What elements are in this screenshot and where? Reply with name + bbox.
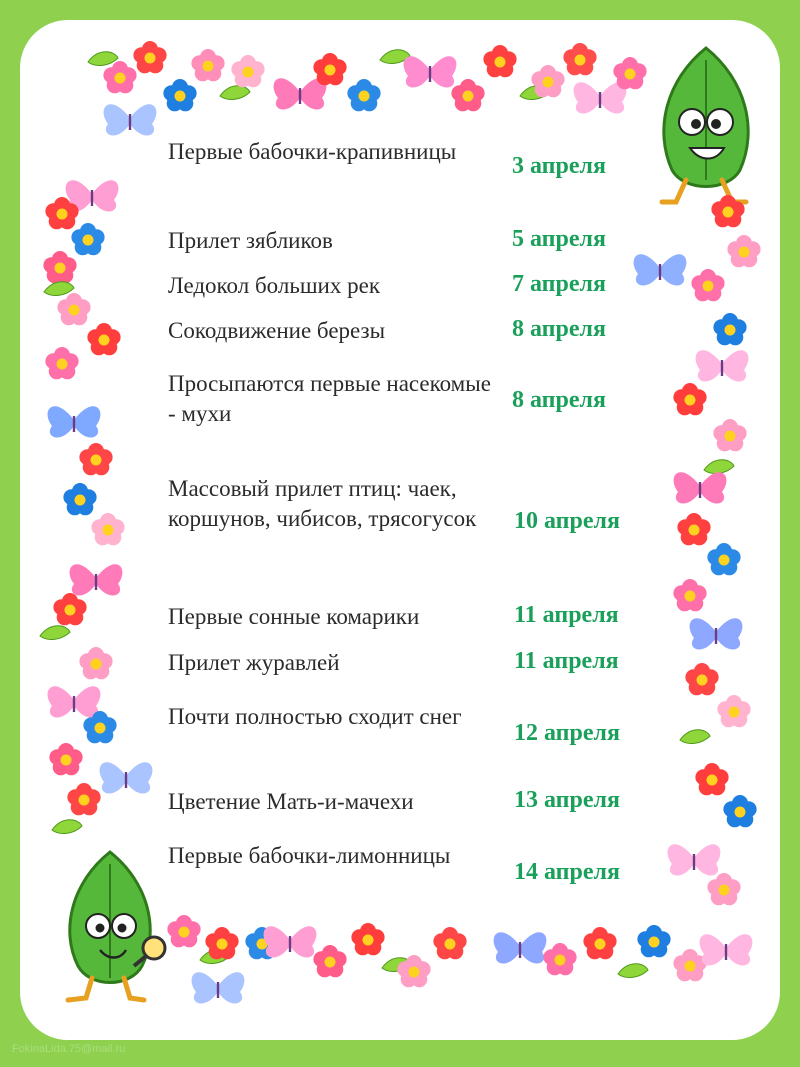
event-date: 13 апреля (514, 787, 620, 813)
event-date: 8 апреля (512, 387, 606, 413)
event-date: 11 апреля (514, 602, 619, 628)
event-name: Массовый прилет птиц: чаек, коршунов, чибисов, трясогусок (168, 476, 477, 531)
event-date: 8 апреля (512, 316, 606, 342)
event-date: 11 апреля (514, 648, 619, 674)
event-name: Прилет журавлей (168, 650, 340, 675)
event-name: Просыпаются первые насекомые - мухи (168, 371, 491, 426)
event-name: Первые бабочки-крапивницы (168, 139, 457, 164)
event-name: Цветение Мать-и-мачехи (168, 789, 414, 814)
watermark: FokinaLida.75@mail.ru (12, 1043, 126, 1055)
event-name: Первые бабочки-лимонницы (168, 843, 451, 868)
event-date: 10 апреля (514, 508, 620, 534)
event-name: Первые сонные комарики (168, 604, 420, 629)
event-date: 12 апреля (514, 720, 620, 746)
event-name: Прилет зябликов (168, 228, 333, 253)
event-date: 14 апреля (514, 859, 620, 885)
event-date: 7 апреля (512, 271, 606, 297)
event-name: Сокодвижение березы (168, 318, 386, 343)
event-name: Почти полностью сходит снег (168, 704, 462, 729)
event-date: 3 апреля (512, 153, 606, 179)
event-date: 5 апреля (512, 226, 606, 252)
event-name: Ледокол больших рек (168, 273, 380, 298)
